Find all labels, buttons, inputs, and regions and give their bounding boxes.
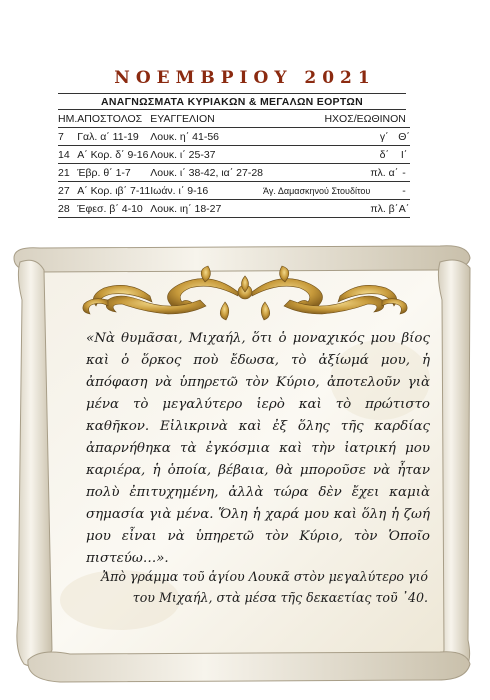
- cell-tone: πλ. β΄: [370, 200, 398, 218]
- cell-tone: πλ. α΄: [370, 164, 398, 182]
- cell-eothinon: Ι΄: [398, 146, 410, 164]
- cell-day: 21: [58, 164, 77, 182]
- column-header-apostle: ΑΠΟΣΤΟΛΟΣ: [77, 110, 150, 128]
- cell-tone: γ΄: [370, 128, 398, 146]
- cell-gospel: Ιωάν. ι΄ 9-16: [150, 182, 263, 200]
- cell-eothinon: -: [398, 164, 410, 182]
- cell-apostle: Έβρ. θ΄ 1-7: [77, 164, 150, 182]
- year: 2021: [304, 68, 376, 88]
- cell-apostle: Γαλ. α΄ 11-19: [77, 128, 150, 146]
- cell-eothinon: Α΄: [398, 200, 410, 218]
- cell-apostle: Α΄ Κορ. ιβ΄ 7-11: [77, 182, 150, 200]
- quote-text: «Νὰ θυμᾶσαι, Μιχαήλ, ὅτι ὁ μοναχικός μου βίος καὶ ὁ ὅρκος ποὺ ἔδωσα, τὸ ἀξίωμά μου, ἡ ἀπόφαση νὰ ὑπηρετῶ τὸν Κύριο, ἀποτελοῦν γιὰ μένα τὸ μεγαλύτερο ἱερὸ καὶ τὸ πρώτιστο καθῆκον. Εἰλικρινὰ καὶ ἐξ ὅλης τῆς καρδίας ἀπαρνήθηκα τὰ ἐγκόσμια καὶ τὴν ἰατρική μου καριέρα, ἡ ὁποία, βέβαια, θὰ μποροῦσε νὰ ἦταν πολὺ ἐπιτυχημένη, ἀλλὰ τώρα δὲν ἔχει καμιὰ σημασία γιὰ μένα. Ὅλη ἡ χαρά μου καὶ ὅλη ἡ ζωή μου εἶναι νὰ ὑπηρετῶ τὸν Κύριο, τὸν Ὁποῖο πιστεύω…».: [86, 331, 430, 566]
- cell-eothinon: Θ΄: [398, 128, 410, 146]
- cell-note: Άγ. Δαμασκηνού Στουδίτου: [263, 182, 370, 200]
- column-header-tone: ΗΧΟΣ/ΕΩΘΙΝΟΝ: [263, 110, 410, 128]
- cell-tone: δ΄: [370, 146, 398, 164]
- cell-gospel: Λουκ. ι΄ 38-42, ια΄ 27-28: [150, 164, 263, 182]
- cell-day: 28: [58, 200, 77, 218]
- cell-day: 7: [58, 128, 77, 146]
- column-header-day: ΗΜ.: [58, 110, 77, 128]
- quote-attribution: Ἀπὸ γράμμα τοῦ ἁγίου Λουκᾶ στὸν μεγαλύτερο γιό του Μιχαήλ, στὰ μέσα τῆς δεκαετίας τοῦ ᾽40.: [101, 569, 428, 605]
- column-header-gospel: ΕΥΑΓΓΕΛΙΟΝ: [150, 110, 263, 128]
- cell-eothinon: -: [398, 182, 410, 200]
- cell-gospel: Λουκ. ι΄ 25-37: [150, 146, 263, 164]
- cell-day: 27: [58, 182, 77, 200]
- cell-gospel: Λουκ. η΄ 41-56: [150, 128, 263, 146]
- cell-apostle: Α΄ Κορ. δ΄ 9-16: [77, 146, 150, 164]
- cell-day: 14: [58, 146, 77, 164]
- table-title: ΑΝΑΓΝΩΣΜΑΤΑ ΚΥΡΙΑΚΩΝ & ΜΕΓΑΛΩΝ ΕΟΡΤΩΝ: [58, 93, 406, 110]
- cell-apostle: Έφεσ. β΄ 4-10: [77, 200, 150, 218]
- month-name: ΝΟΕΜΒΡΙΟΥ: [114, 68, 293, 88]
- cell-gospel: Λουκ. ιη΄ 18-27: [150, 200, 263, 218]
